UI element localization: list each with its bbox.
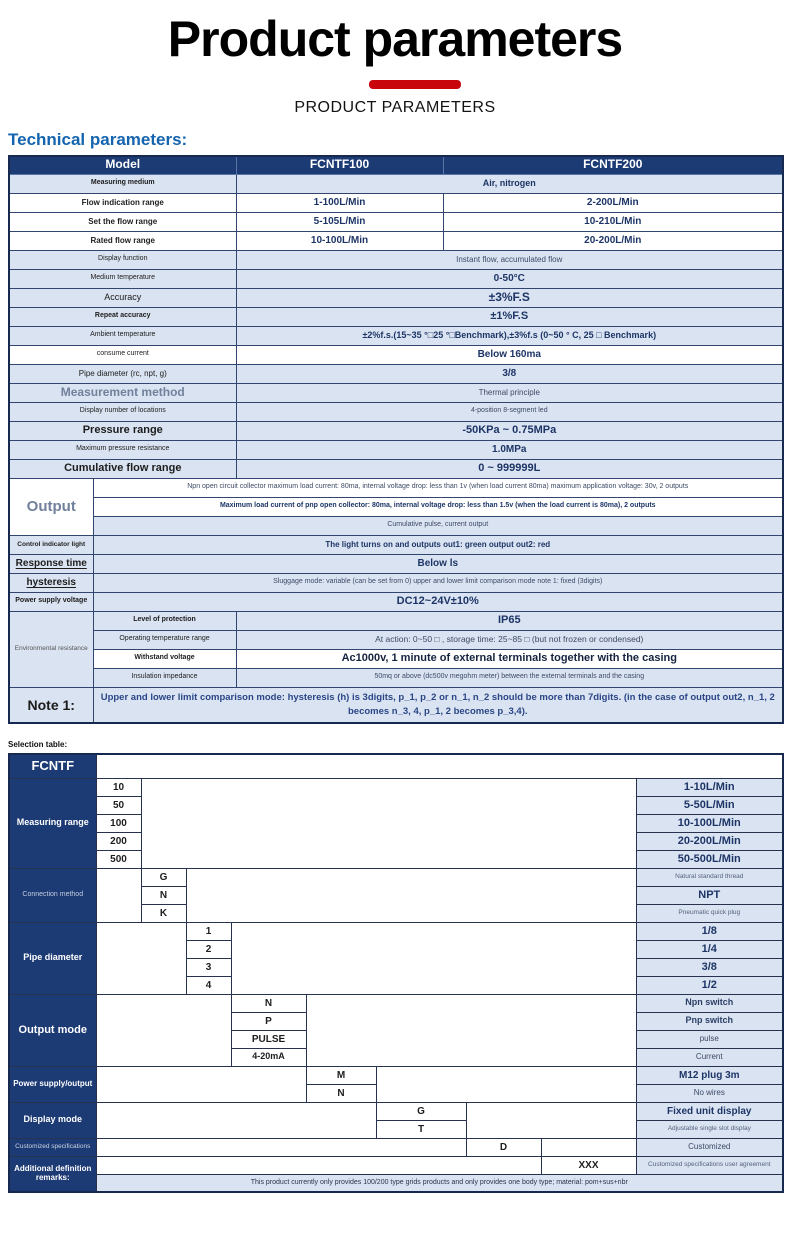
code-200: 200 (96, 832, 141, 850)
desc-3-8: 3/8 (636, 958, 783, 976)
code-t: T (376, 1120, 466, 1138)
table-header-row (9, 156, 783, 174)
selection-row (9, 778, 783, 796)
value-rated-flow-200: 20-200L/Min (443, 231, 783, 250)
label-output-group: Output (9, 478, 93, 535)
label-power-supply-voltage: Power supply voltage (9, 592, 93, 611)
code-n-npt: N (141, 886, 186, 904)
label-measuring-range: Measuring range (9, 778, 96, 868)
desc-g-thread: Natural standard thread (636, 868, 783, 886)
label-measurement-method: Measurement method (9, 383, 236, 402)
value-accuracy: ±3%F.S (236, 288, 783, 307)
label-max-pressure: Maximum pressure resistance (9, 440, 236, 459)
label-connection-method: Connection method (9, 868, 96, 922)
model-code: FCNTF (9, 754, 96, 778)
header-model: Model (9, 156, 236, 174)
spacer-cell (466, 1102, 636, 1138)
page-title: Product parameters (167, 11, 623, 67)
label-customized-specifications: Customized specifications (9, 1138, 96, 1156)
value-withstand-voltage: Ac1000v, 1 minute of external terminals together with the casing (236, 649, 783, 668)
table-row (9, 212, 783, 231)
technical-parameters-heading: Technical parameters: (8, 130, 188, 149)
selection-row (9, 1102, 783, 1120)
table-row (9, 345, 783, 364)
spacer-cell (96, 1138, 466, 1156)
desc-npt: NPT (636, 886, 783, 904)
code-4-20ma: 4-20mA (231, 1048, 306, 1066)
code-g: G (141, 868, 186, 886)
spacer-cell (141, 778, 636, 868)
value-rated-flow-100: 10-100L/Min (236, 231, 443, 250)
desc-200: 20-200L/Min (636, 832, 783, 850)
desc-pulse: pulse (636, 1030, 783, 1048)
code-4: 4 (186, 976, 231, 994)
label-environmental-resistance: Environmental resistance (9, 611, 93, 687)
label-pipe-diameter: Pipe diameter (9, 922, 96, 994)
label-ambient-temperature: Ambient temperature (9, 326, 236, 345)
table-row (9, 288, 783, 307)
table-row (9, 497, 783, 516)
value-level-of-protection: IP65 (236, 611, 783, 630)
value-display-locations: 4-position 8-segment led (236, 402, 783, 421)
table-row (9, 364, 783, 383)
value-insulation-impedance: 50mq or above (dc500v megohm meter) between the external terminals and the casing (236, 668, 783, 687)
value-power-supply-voltage: DC12~24V±10% (93, 592, 783, 611)
value-pipe-diameter: 3/8 (236, 364, 783, 383)
desc-1-2: 1/2 (636, 976, 783, 994)
model-row (9, 754, 783, 778)
desc-100: 10-100L/Min (636, 814, 783, 832)
table-row (9, 630, 783, 649)
spacer-cell (376, 1066, 636, 1102)
table-row (9, 174, 783, 193)
value-hysteresis: Sluggage mode: variable (can be set from 0) upper and lower limit comparison mode note 1: fixed (3digits) (93, 573, 783, 592)
value-cumulative-flow-range: 0 ~ 999999L (236, 459, 783, 478)
label-display-function: Display function (9, 250, 236, 269)
value-medium-temperature: 0-50°C (236, 269, 783, 288)
label-cumulative-flow-range: Cumulative flow range (9, 459, 236, 478)
table-row (9, 421, 783, 440)
label-additional-definition-remarks: Additional definition remarks: (9, 1156, 96, 1192)
table-row (9, 478, 783, 497)
value-measurement-method: Thermal principle (236, 383, 783, 402)
selection-row (9, 994, 783, 1012)
spacer-cell (231, 922, 636, 994)
spacer-cell (96, 1066, 306, 1102)
desc-1-4: 1/4 (636, 940, 783, 958)
value-repeat-accuracy: ±1%F.S (236, 307, 783, 326)
desc-customized: Customized (636, 1138, 783, 1156)
code-1: 1 (186, 922, 231, 940)
code-xxx: XXX (541, 1156, 636, 1174)
desc-10: 1-10L/Min (636, 778, 783, 796)
value-output-pulse: Cumulative pulse, current output (93, 516, 783, 535)
label-hysteresis: hysteresis (9, 573, 93, 592)
label-response-time: Response time (9, 554, 93, 573)
label-display-mode: Display mode (9, 1102, 96, 1138)
value-pressure-range: -50KPa ~ 0.75MPa (236, 421, 783, 440)
selection-table-heading: Selection table: (8, 740, 68, 749)
spacer-cell (96, 1156, 541, 1174)
table-row (9, 573, 783, 592)
table-row (9, 307, 783, 326)
desc-m12-plug: M12 plug 3m (636, 1066, 783, 1084)
table-row (9, 554, 783, 573)
code-2: 2 (186, 940, 231, 958)
label-accuracy: Accuracy (9, 288, 236, 307)
code-p: P (231, 1012, 306, 1030)
code-3: 3 (186, 958, 231, 976)
value-operating-temperature: At action: 0~50 □ , storage time: 25~85 □ (but not frozen or condensed) (236, 630, 783, 649)
table-row (9, 269, 783, 288)
note-row (9, 687, 783, 723)
table-row (9, 250, 783, 269)
spacer-cell (541, 1138, 636, 1156)
selection-note: This product currently only provides 100/200 type grids products and only provides one body type; material: pom+sus+nbr (96, 1174, 783, 1192)
code-10: 10 (96, 778, 141, 796)
code-d: D (466, 1138, 541, 1156)
label-control-indicator-light: Control indicator light (9, 535, 93, 554)
value-response-time: Below ls (93, 554, 783, 573)
selection-row (9, 868, 783, 886)
value-output-npn: Npn open circuit collector maximum load current: 80ma, internal voltage drop: less than 1v (when load current 80ma) maximum application voltage: 30v, 2 outputs (93, 478, 783, 497)
label-power-supply-output: Power supply/output (9, 1066, 96, 1102)
value-measuring-medium: Air, nitrogen (236, 174, 783, 193)
table-row (9, 668, 783, 687)
desc-k-plug: Pneumatic quick plug (636, 904, 783, 922)
label-repeat-accuracy: Repeat accuracy (9, 307, 236, 326)
table-row (9, 516, 783, 535)
page-subtitle: PRODUCT PARAMETERS (294, 99, 496, 116)
table-row (9, 402, 783, 421)
table-row (9, 231, 783, 250)
table-row (9, 649, 783, 668)
value-ambient-temperature: ±2%f.s.(15~35 °□25 °□Benchmark),±3%f.s (0~50 ° C, 25 □ Benchmark) (236, 326, 783, 345)
label-rated-flow-range: Rated flow range (9, 231, 236, 250)
label-flow-indication-range: Flow indication range (9, 193, 236, 212)
desc-user-agreement: Customized specifications user agreement (636, 1156, 783, 1174)
desc-current: Current (636, 1048, 783, 1066)
desc-50: 5-50L/Min (636, 796, 783, 814)
table-row (9, 383, 783, 402)
label-withstand-voltage: Withstand voltage (93, 649, 236, 668)
label-display-locations: Display number of locations (9, 402, 236, 421)
label-level-of-protection: Level of protection (93, 611, 236, 630)
table-row (9, 535, 783, 554)
desc-adjustable-display: Adjustable single slot display (636, 1120, 783, 1138)
title-underline (369, 80, 461, 89)
value-set-flow-100: 5-105L/Min (236, 212, 443, 231)
code-g-display: G (376, 1102, 466, 1120)
label-operating-temperature: Operating temperature range (93, 630, 236, 649)
selection-row (9, 1066, 783, 1084)
label-set-flow-range: Set the flow range (9, 212, 236, 231)
technical-parameters-table (8, 155, 784, 724)
desc-no-wires: No wires (636, 1084, 783, 1102)
header-fcntf200: FCNTF200 (443, 156, 783, 174)
code-100: 100 (96, 814, 141, 832)
selection-row (9, 1156, 783, 1174)
label-pressure-range: Pressure range (9, 421, 236, 440)
spacer-cell (306, 994, 636, 1066)
code-pulse: PULSE (231, 1030, 306, 1048)
selection-note-row (9, 1174, 783, 1192)
label-insulation-impedance: Insulation impedance (93, 668, 236, 687)
value-flow-indication-100: 1-100L/Min (236, 193, 443, 212)
selection-table (8, 753, 784, 1193)
value-output-pnp: Maximum load current of pnp open collector: 80ma, internal voltage drop: less than 1.5v (when the load current is 80ma), 2 outputs (93, 497, 783, 516)
table-row (9, 326, 783, 345)
label-note-1: Note 1: (9, 687, 93, 723)
desc-1-8: 1/8 (636, 922, 783, 940)
label-output-mode: Output mode (9, 994, 96, 1066)
table-row (9, 193, 783, 212)
value-max-pressure: 1.0MPa (236, 440, 783, 459)
code-500: 500 (96, 850, 141, 868)
value-set-flow-200: 10-210L/Min (443, 212, 783, 231)
table-row (9, 459, 783, 478)
code-n-npn: N (231, 994, 306, 1012)
spacer-cell (96, 994, 231, 1066)
selection-row (9, 922, 783, 940)
value-control-indicator-light: The light turns on and outputs out1: green output out2: red (93, 535, 783, 554)
table-row (9, 611, 783, 630)
spacer-cell (96, 1102, 376, 1138)
table-row (9, 440, 783, 459)
spacer-cell (96, 868, 141, 922)
desc-500: 50-500L/Min (636, 850, 783, 868)
table-row (9, 592, 783, 611)
label-medium-temperature: Medium temperature (9, 269, 236, 288)
value-consume-current: Below 160ma (236, 345, 783, 364)
header-fcntf100: FCNTF100 (236, 156, 443, 174)
desc-pnp-switch: Pnp switch (636, 1012, 783, 1030)
code-k: K (141, 904, 186, 922)
code-m: M (306, 1066, 376, 1084)
label-measuring-medium: Measuring medium (9, 174, 236, 193)
spacer-cell (96, 754, 783, 778)
value-flow-indication-200: 2-200L/Min (443, 193, 783, 212)
value-note-1: Upper and lower limit comparison mode: hysteresis (h) is 3digits, p_1, p_2 or n_1, n_2 should be more than 7digits. (in the case of output out2, n_1, 2 becomes n_3, 4, p_1, 2 becomes p_3,4). (93, 687, 783, 723)
desc-fixed-unit-display: Fixed unit display (636, 1102, 783, 1120)
desc-npn-switch: Npn switch (636, 994, 783, 1012)
code-n-nowires: N (306, 1084, 376, 1102)
spacer-cell (186, 868, 636, 922)
label-pipe-diameter: Pipe diameter (rc, npt, g) (9, 364, 236, 383)
selection-row (9, 1138, 783, 1156)
label-consume-current: consume current (9, 345, 236, 364)
spacer-cell (96, 922, 186, 994)
value-display-function: Instant flow, accumulated flow (236, 250, 783, 269)
code-50: 50 (96, 796, 141, 814)
